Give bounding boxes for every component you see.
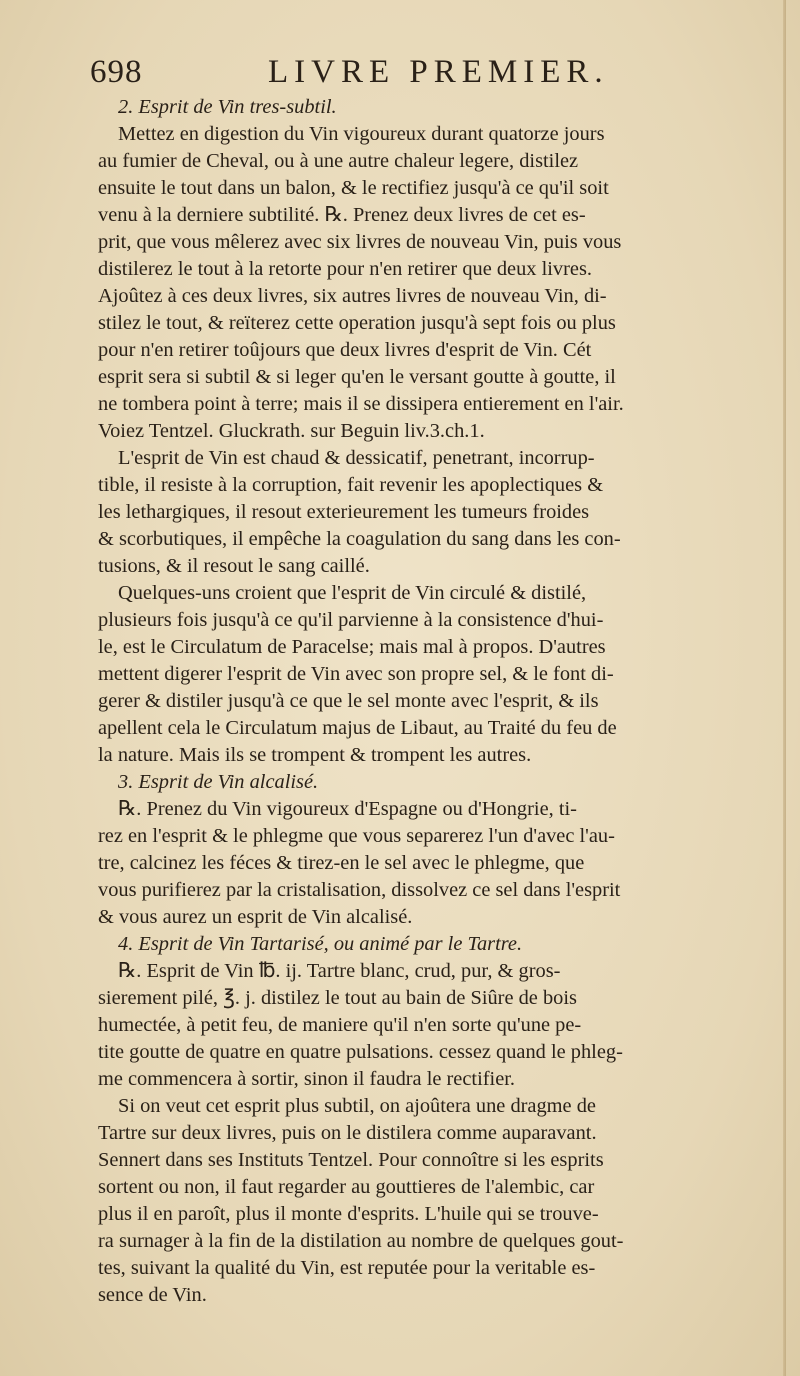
text-line: sierement pilé, ℥. j. distilez le tout au bain de Siûre de bois bbox=[98, 987, 577, 1009]
text-line: Tartre sur deux livres, puis on le distilera comme auparavant. bbox=[98, 1122, 597, 1144]
text-line: 4. Esprit de Vin Tartarisé, ou animé par le Tartre. bbox=[118, 933, 523, 955]
page-edge bbox=[783, 0, 786, 1376]
text-line: Ajoûtez à ces deux livres, six autres livres de nouveau Vin, di- bbox=[98, 285, 607, 307]
text-line: distilerez le tout à la retorte pour n'en retirer que deux livres. bbox=[98, 258, 592, 280]
text-line: la nature. Mais ils se trompent & trompent les autres. bbox=[98, 744, 532, 766]
text-line: 2. Esprit de Vin tres-subtil. bbox=[118, 96, 337, 118]
text-line: venu à la derniere subtilité. ℞. Prenez deux livres de cet es- bbox=[98, 204, 586, 226]
text-line: sence de Vin. bbox=[98, 1284, 207, 1306]
text-line: humectée, à petit feu, de maniere qu'il n'en sorte qu'une pe- bbox=[98, 1014, 582, 1036]
text-line: tite goutte de quatre en quatre pulsations. cessez quand le phleg- bbox=[98, 1041, 623, 1063]
text-line: tible, il resiste à la corruption, fait revenir les apoplectiques & bbox=[98, 474, 604, 496]
text-line: ne tombera point à terre; mais il se dissipera entierement en l'air. bbox=[98, 393, 624, 415]
text-line: Mettez en digestion du Vin vigoureux durant quatorze jours bbox=[118, 123, 605, 145]
text-line: les lethargiques, il resout exterieurement les tumeurs froides bbox=[98, 501, 590, 523]
text-line: plusieurs fois jusqu'à ce qu'il parvienne à la consistence d'hui- bbox=[98, 609, 604, 631]
text-line: Sennert dans ses Instituts Tentzel. Pour connoître si les esprits bbox=[98, 1149, 604, 1171]
text-line: Voiez Tentzel. Gluckrath. sur Beguin liv.3.ch.1. bbox=[98, 420, 485, 442]
text-line: vous purifierez par la cristalisation, dissolvez ce sel dans l'esprit bbox=[98, 879, 621, 901]
text-line: tre, calcinez les féces & tirez-en le sel avec le phlegme, que bbox=[98, 852, 585, 874]
text-line: 3. Esprit de Vin alcalisé. bbox=[118, 771, 319, 793]
body-text bbox=[98, 94, 740, 1309]
page-number: 698 bbox=[90, 54, 143, 90]
text-line: esprit sera si subtil & si leger qu'en le versant goutte à goutte, il bbox=[98, 366, 616, 388]
running-title: LIVRE PREMIER. bbox=[268, 54, 609, 90]
text-line: & scorbutiques, il empêche la coagulation du sang dans les con- bbox=[98, 528, 621, 550]
text-line: prit, que vous mêlerez avec six livres de nouveau Vin, puis vous bbox=[98, 231, 622, 253]
page-header bbox=[90, 50, 750, 94]
text-line: ℞. Prenez du Vin vigoureux d'Espagne ou d'Hongrie, ti- bbox=[118, 798, 577, 820]
text-line: rez en l'esprit & le phlegme que vous separerez l'un d'avec l'au- bbox=[98, 825, 615, 847]
text-line: stilez le tout, & reïterez cette operation jusqu'à sept fois ou plus bbox=[98, 312, 616, 334]
text-line: me commencera à sortir, sinon il faudra le rectifier. bbox=[98, 1068, 516, 1090]
text-line: gerer & distiler jusqu'à ce que le sel monte avec l'esprit, & ils bbox=[98, 690, 599, 712]
text-line: ℞. Esprit de Vin ℔. ij. Tartre blanc, crud, pur, & gros- bbox=[118, 960, 561, 982]
text-line: Quelques-uns croient que l'esprit de Vin circulé & distilé, bbox=[118, 582, 587, 604]
text-line: & vous aurez un esprit de Vin alcalisé. bbox=[98, 906, 413, 928]
text-line: ensuite le tout dans un balon, & le rectifiez jusqu'à ce qu'il soit bbox=[98, 177, 609, 199]
text-line: tusions, & il resout le sang caillé. bbox=[98, 555, 370, 577]
text-line: plus il en paroît, plus il monte d'esprits. L'huile qui se trouve- bbox=[98, 1203, 599, 1225]
text-line: pour n'en retirer toûjours que deux livres d'esprit de Vin. Cét bbox=[98, 339, 592, 361]
text-line: au fumier de Cheval, ou à une autre chaleur legere, distilez bbox=[98, 150, 579, 172]
text-line: apellent cela le Circulatum majus de Libaut, au Traité du feu de bbox=[98, 717, 617, 739]
text-line: sortent ou non, il faut regarder au gouttieres de l'alembic, car bbox=[98, 1176, 595, 1198]
text-line: mettent digerer l'esprit de Vin avec son propre sel, & le font di- bbox=[98, 663, 614, 685]
text-line: L'esprit de Vin est chaud & dessicatif, penetrant, incorrup- bbox=[118, 447, 595, 469]
text-line: ra surnager à la fin de la distilation au nombre de quelques gout- bbox=[98, 1230, 624, 1252]
text-line: le, est le Circulatum de Paracelse; mais mal à propos. D'autres bbox=[98, 636, 606, 658]
text-line: tes, suivant la qualité du Vin, est reputée pour la veritable es- bbox=[98, 1257, 596, 1279]
text-line: Si on veut cet esprit plus subtil, on ajoûtera une dragme de bbox=[118, 1095, 596, 1117]
